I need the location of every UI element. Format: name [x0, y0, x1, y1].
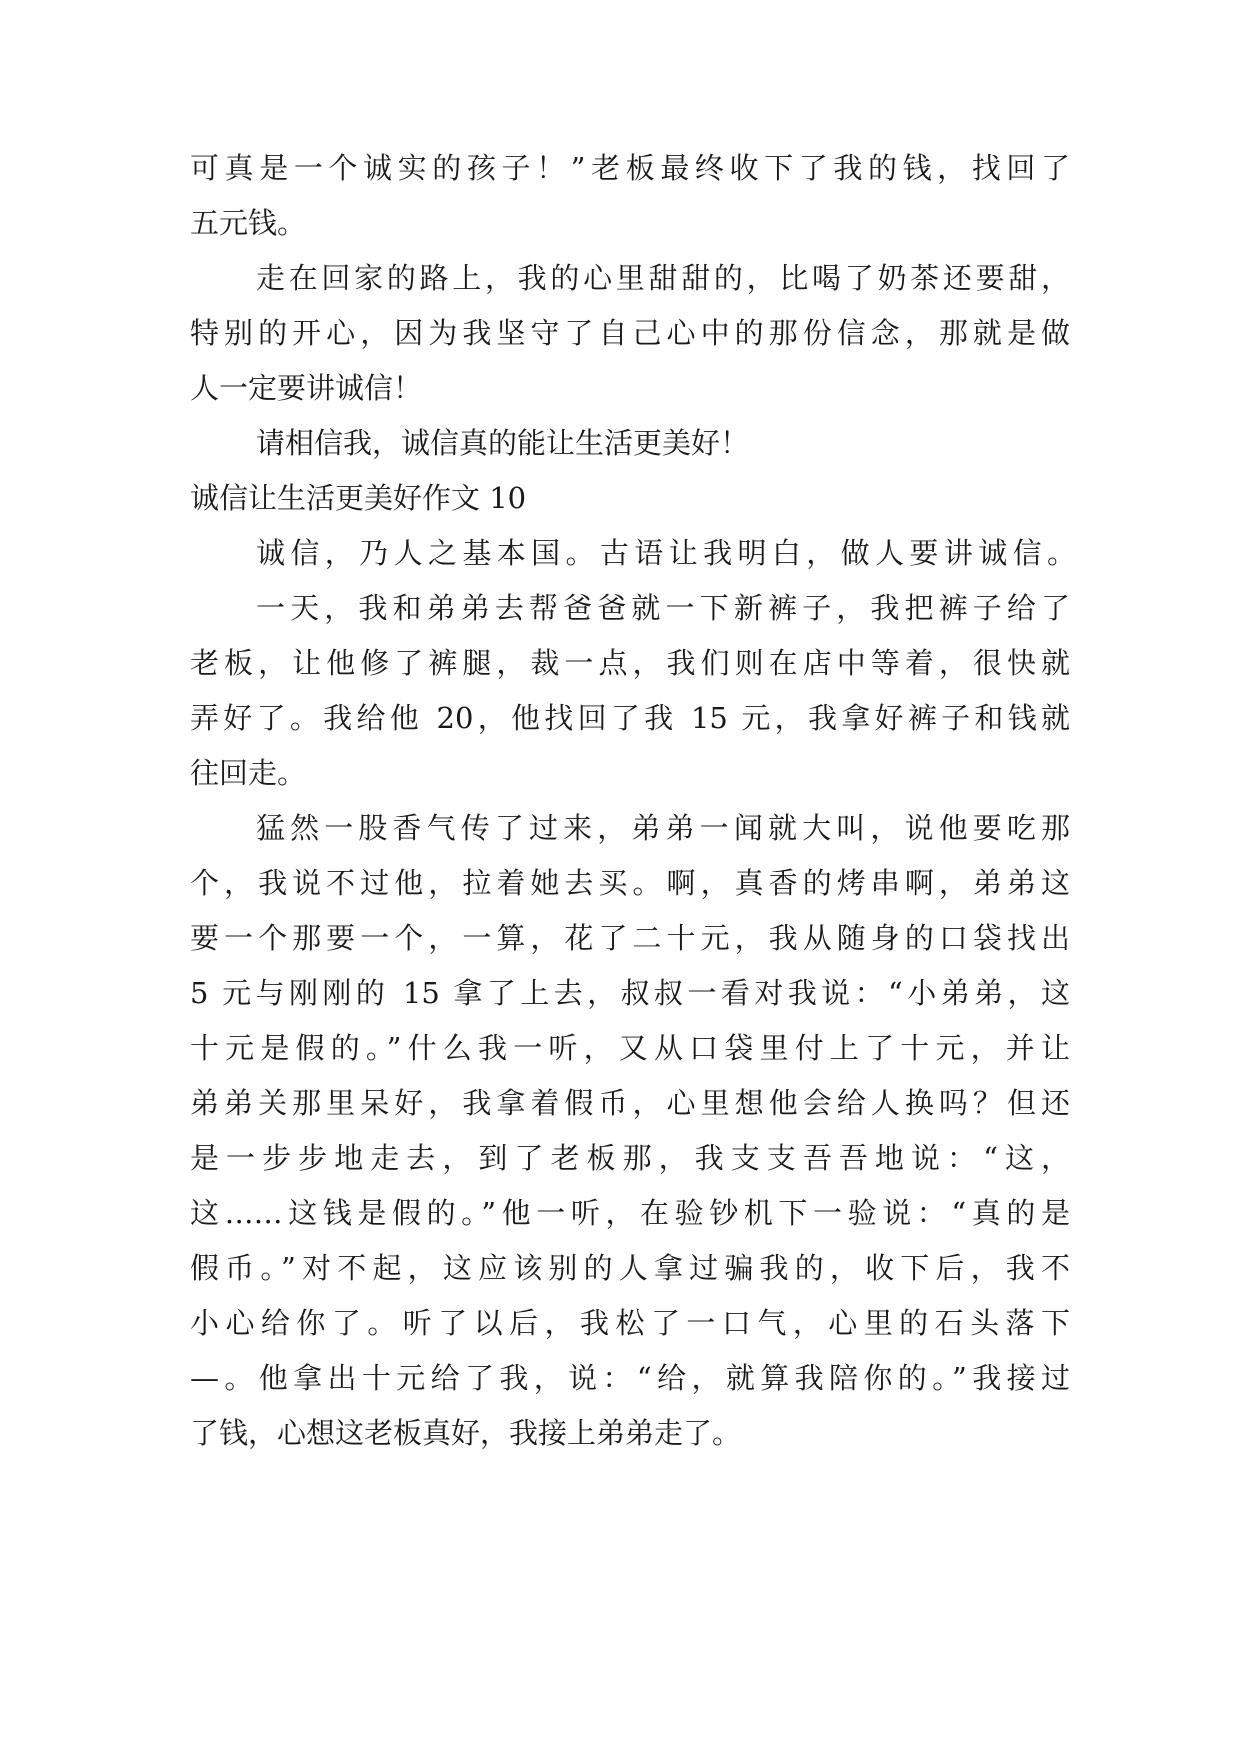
- text-line: 要一个那要一个，一算，花了二十元，我从随身的口袋找出: [190, 921, 1070, 955]
- text-line: 弄好了。我给他 20，他找回了我 15 元，我拿好裤子和钱就: [190, 701, 1070, 735]
- text-line: 5 元与刚刚的 15 拿了上去，叔叔一看对我说：“小弟弟，这: [190, 976, 1070, 1010]
- text-line: 弟弟关那里呆好，我拿着假币，心里想他会给人换吗？但还: [190, 1086, 1070, 1120]
- text-line: 往回走。: [190, 756, 307, 790]
- text-line: 个，我说不过他，拉着她去买。啊，真香的烤串啊，弟弟这: [190, 866, 1070, 900]
- text-line: 诚信，乃人之基本国。古语让我明白，做人要讲诚信。: [256, 536, 1076, 570]
- text-line: 这……这钱是假的。”他一听，在验钞机下一验说：“真的是: [190, 1196, 1070, 1230]
- text-line: 猛然一股香气传了过来，弟弟一闻就大叫，说他要吃那: [256, 811, 1070, 845]
- text-line: 五元钱。: [190, 206, 307, 240]
- text-line: 走在回家的路上，我的心里甜甜的，比喝了奶茶还要甜，: [256, 261, 1070, 295]
- text-line: 人一定要讲诚信！: [190, 371, 423, 405]
- text-line: 十元是假的。”什么我一听，又从口袋里付上了十元，并让: [190, 1031, 1070, 1065]
- text-line: 可真是一个诚实的孩子！”老板最终收下了我的钱，找回了: [190, 151, 1070, 185]
- text-line: 老板，让他修了裤腿，裁一点，我们则在店中等着，很快就: [190, 646, 1070, 680]
- text-line: 请相信我，诚信真的能让生活更美好！: [256, 426, 750, 460]
- text-line: —。他拿出十元给了我，说：“给，就算我陪你的。”我接过: [190, 1361, 1070, 1395]
- text-line: 特别的开心，因为我坚守了自己心中的那份信念，那就是做: [190, 316, 1070, 350]
- text-line: 是一步步地走去，到了老板那，我支支吾吾地说：“这，: [190, 1141, 1070, 1175]
- section-title: 诚信让生活更美好作文 10: [190, 481, 527, 515]
- text-line: 假币。”对不起，这应该别的人拿过骗我的，收下后，我不: [190, 1251, 1070, 1285]
- text-line: 一天，我和弟弟去帮爸爸就一下新裤子，我把裤子给了: [256, 591, 1070, 625]
- text-line: 了钱，心想这老板真好，我接上弟弟走了。: [190, 1416, 742, 1450]
- text-line: 小心给你了。听了以后，我松了一口气，心里的石头落下: [190, 1306, 1070, 1340]
